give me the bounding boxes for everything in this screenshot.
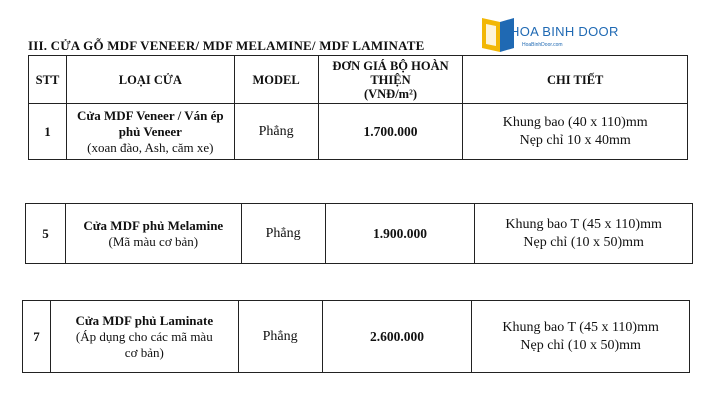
detail-line1: Khung bao T (45 x 110)mm (505, 216, 662, 232)
price-table-melamine (25, 203, 693, 264)
header-price-line1: ĐƠN GIÁ BỘ HOÀN (332, 58, 449, 73)
door-type-note-line2: cơ bản) (124, 344, 164, 360)
row-detail (475, 204, 693, 264)
door-type-line1: Cửa MDF Veneer / Ván ép (77, 107, 224, 123)
row-detail (472, 301, 690, 373)
row-model: Phẳng (234, 104, 318, 160)
door-type-note: (Mã màu cơ bản) (108, 233, 199, 249)
door-type-line1: Cửa MDF phủ Melamine (83, 217, 224, 233)
detail-line1: Khung bao T (45 x 110)mm (502, 319, 659, 335)
header-stt: STT (29, 56, 67, 104)
row-price: 1.900.000 (325, 204, 475, 264)
row-stt: 5 (26, 204, 66, 264)
row-price: 2.600.000 (322, 301, 472, 373)
header-detail: CHI TIẾT (463, 56, 688, 104)
table-row (29, 104, 688, 160)
logo-tagline: HoaBinhDoor.com (522, 42, 563, 48)
door-type-line1: Cửa MDF phủ Laminate (75, 312, 214, 328)
row-door-type (66, 104, 234, 160)
row-price: 1.700.000 (318, 104, 463, 160)
detail-line1: Khung bao (40 x 110)mm (502, 114, 648, 130)
header-price-line2: THIỆN (370, 72, 411, 87)
detail-line2: Nẹp chỉ (10 x 50)mm (523, 234, 644, 250)
price-table-veneer (28, 55, 688, 160)
header-door-type: LOẠI CỬA (66, 56, 234, 104)
row-detail (463, 104, 688, 160)
door-type-note: (xoan đào, Ash, căm xe) (87, 139, 214, 155)
row-model: Phẳng (241, 204, 325, 264)
header-price-line3: (VNĐ/m²) (363, 86, 417, 101)
company-logo (480, 14, 619, 54)
detail-line2: Nẹp chỉ (10 x 50)mm (520, 337, 641, 353)
row-stt: 1 (29, 104, 67, 160)
row-door-type (65, 204, 241, 264)
door-type-note-line1: (Áp dụng cho các mã màu (75, 328, 213, 344)
header-model: MODEL (234, 56, 318, 104)
row-stt: 7 (23, 301, 51, 373)
header-price (318, 56, 463, 104)
section-heading: III. CỬA GỖ MDF VENEER/ MDF MELAMINE/ MDF LAMINATE (28, 38, 425, 53)
logo-name: HOA BINH DOOR (510, 24, 619, 39)
door-type-line2: phủ Veneer (118, 123, 182, 139)
price-table-laminate (22, 300, 690, 373)
row-model: Phẳng (238, 301, 322, 373)
table-header-row (29, 56, 688, 104)
table-row (23, 301, 690, 373)
row-door-type (50, 301, 238, 373)
table-row (26, 204, 693, 264)
detail-line2: Nẹp chỉ 10 x 40mm (519, 132, 631, 148)
